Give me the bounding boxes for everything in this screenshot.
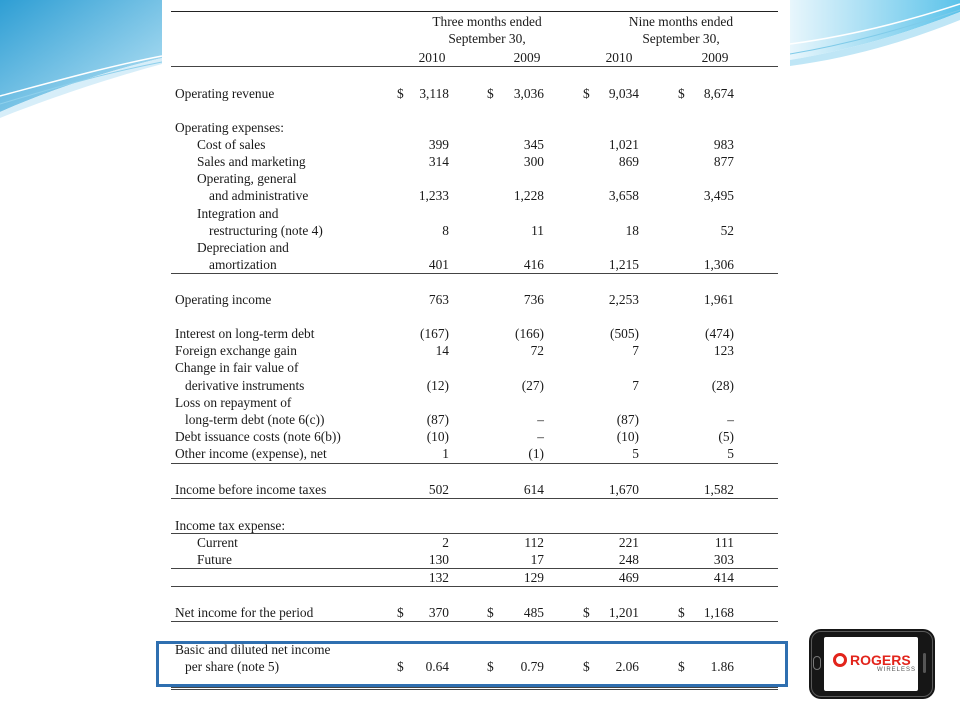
eps-highlight-box [156,641,788,687]
table-row [171,481,778,498]
table-rule [171,621,778,622]
cell-value: 1,168 [703,605,734,620]
row-label: and administrative [209,188,309,203]
cell-value: 0.79 [520,659,544,674]
currency-symbol: $ [397,86,404,101]
header-top-rule [171,11,778,12]
row-label: Income tax expense: [175,518,286,533]
row-label: Operating income [175,292,272,307]
currency-symbol: $ [397,659,404,674]
cell-value: 399 [428,137,449,152]
double-rule [171,687,778,690]
table-row [171,239,778,256]
cell-value: 763 [428,292,449,307]
rogers-logo [831,651,917,681]
table-row [171,517,778,534]
cell-value: 18 [625,223,639,238]
row-label: Operating, general [197,171,297,186]
cell-value: 132 [428,570,449,585]
cell-value: 1,215 [608,257,639,272]
phone-home-button [813,656,821,670]
year-header: 2009 [513,50,541,65]
cell-value: 221 [618,535,639,550]
row-label: derivative instruments [185,378,305,393]
table-rule [171,463,778,464]
cell-value: 3,495 [703,188,734,203]
cell-value: – [537,429,544,444]
table-row [171,291,778,308]
currency-symbol: $ [678,605,685,620]
row-label: restructuring (note 4) [209,223,323,238]
year-header: 2009 [701,50,729,65]
cell-value: 1,670 [608,482,639,497]
cell-value: 0.64 [425,659,449,674]
table-row [171,377,778,394]
table-row [171,256,778,273]
cell-value: 2,253 [608,292,639,307]
cell-value: 8 [442,223,449,238]
cell-value: 736 [523,292,544,307]
cell-value: 303 [713,552,734,567]
row-label: Operating revenue [175,86,275,101]
row-label: Sales and marketing [197,154,306,169]
currency-symbol: $ [583,86,590,101]
cell-value: 877 [713,154,734,169]
cell-value: 414 [713,570,734,585]
currency-symbol: $ [678,659,685,674]
row-label: Change in fair value of [175,360,299,375]
header-three-months: Three months ended September 30, [432,14,542,46]
row-label: Cost of sales [197,137,266,152]
cell-value: 1.86 [710,659,734,674]
table-row [171,428,778,445]
table-row [171,394,778,411]
cell-value: 112 [524,535,544,550]
cell-value: 1,228 [513,188,544,203]
cell-value: 17 [530,552,544,567]
cell-value: 983 [713,137,734,152]
rogers-logo-sub: WIRELESS [877,667,917,673]
cell-value: (166) [514,326,544,341]
year-header: 2010 [605,50,633,65]
currency-symbol: $ [678,86,685,101]
cell-value: 370 [428,605,449,620]
cell-value: 11 [531,223,544,238]
cell-value: 3,658 [608,188,639,203]
cell-value: 5 [632,446,639,461]
cell-value: 72 [530,343,544,358]
table-row [171,445,778,462]
cell-value: (87) [426,412,449,427]
cell-value: 7 [632,378,639,393]
table-row [171,604,778,621]
cell-value: 111 [714,535,734,550]
currency-symbol: $ [487,659,494,674]
currency-symbol: $ [487,86,494,101]
cell-value: – [727,412,734,427]
cell-value: 7 [632,343,639,358]
cell-value: (28) [711,378,734,393]
row-label: Foreign exchange gain [175,343,297,358]
cell-value: 129 [523,570,544,585]
cell-value: 1,021 [608,137,639,152]
table-rule [171,586,778,587]
cell-value: (1) [528,446,544,461]
table-row [171,342,778,359]
cell-value: 1,201 [608,605,639,620]
cell-value: (10) [616,429,639,444]
cell-value: 3,036 [513,86,544,101]
table-row [171,153,778,170]
row-label: per share (note 5) [185,659,280,674]
cell-value: 1,306 [703,257,734,272]
cell-value: 52 [720,223,734,238]
table-row [171,85,778,102]
row-label: Depreciation and [197,240,289,255]
table-row [171,569,778,586]
cell-value: 869 [618,154,639,169]
cell-value: 123 [713,343,734,358]
cell-value: 485 [523,605,544,620]
row-label: Current [197,535,238,550]
table-row [171,411,778,428]
rogers-logo-icon [833,653,847,667]
cell-value: 130 [428,552,449,567]
table-row [171,119,778,136]
cell-value: (10) [426,429,449,444]
currency-symbol: $ [397,605,404,620]
cell-value: – [537,412,544,427]
row-label: Future [197,552,232,567]
cell-value: 401 [428,257,449,272]
cell-value: 502 [428,482,449,497]
cell-value: (5) [718,429,734,444]
row-label: Interest on long-term debt [175,326,315,341]
phone-speaker [923,653,926,673]
header-bottom-rule [171,66,778,67]
cell-value: 248 [618,552,639,567]
cell-value: (474) [704,326,734,341]
table-row [171,222,778,239]
row-label: Debt issuance costs (note 6(b)) [175,429,341,444]
year-header: 2010 [418,50,446,65]
table-rule [171,498,778,499]
currency-symbol: $ [487,605,494,620]
cell-value: (27) [521,378,544,393]
cell-value: 2.06 [615,659,639,674]
table-rule [171,273,778,274]
row-label: amortization [209,257,277,272]
cell-value: (12) [426,378,449,393]
cell-value: 9,034 [608,86,639,101]
cell-value: 1 [442,446,449,461]
table-rule [171,533,778,534]
cell-value: 300 [523,154,544,169]
cell-value: 614 [523,482,544,497]
cell-value: (167) [419,326,449,341]
row-label: long-term debt (note 6(c)) [185,412,325,427]
cell-value: 5 [727,446,734,461]
cell-value: 345 [523,137,544,152]
table-rule [171,568,778,569]
table-row [171,170,778,187]
row-label: Loss on repayment of [175,395,292,410]
row-label: Income before income taxes [175,482,327,497]
row-label: Basic and diluted net income [175,642,331,657]
cell-value: 469 [618,570,639,585]
cell-value: 2 [442,535,449,550]
table-row [171,325,778,342]
header-nine-months: Nine months ended September 30, [628,14,734,46]
row-label: Other income (expense), net [175,446,327,461]
cell-value: (87) [616,412,639,427]
cell-value: 314 [428,154,449,169]
phone-graphic [809,629,935,699]
currency-symbol: $ [583,605,590,620]
cell-value: 1,233 [418,188,449,203]
table-row [171,534,778,551]
table-row [171,187,778,204]
row-label: Operating expenses: [175,120,284,135]
table-row [171,205,778,222]
currency-symbol: $ [583,659,590,674]
cell-value: (505) [609,326,639,341]
row-label: Integration and [197,206,279,221]
cell-value: 1,961 [703,292,734,307]
row-label: Net income for the period [175,605,314,620]
cell-value: 14 [435,343,449,358]
rogers-logo-word: ROGERS [850,652,911,668]
table-row [171,136,778,153]
cell-value: 8,674 [703,86,734,101]
table-row [171,551,778,568]
table-row [171,359,778,376]
cell-value: 1,582 [703,482,734,497]
cell-value: 3,118 [419,86,449,101]
cell-value: 416 [523,257,544,272]
